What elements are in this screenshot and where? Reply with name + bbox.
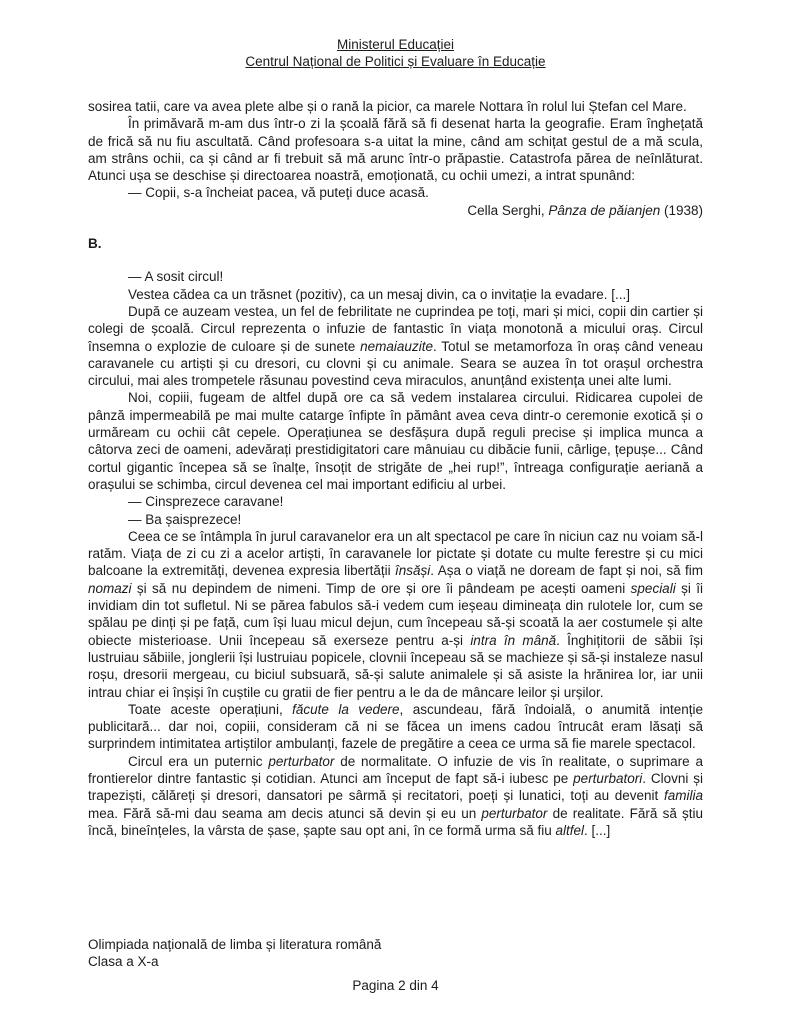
paragraph: În primăvară m-am dus într-o zi la școală fără să fi desenat harta la geografie. Eram înghețată de frică să nu fiu ascultată. Când profesoara s-a uitat la mine, când am schițat gestul de a mă scula, am strâns ochii, ca și când ar fi trebuit să mă arunc într-o prăpastie. Catastrofa părea de neînlăturat. Atunci ușa se deschise și directoarea noastră, emoționată, cu ochii umezi, a intrat spunând: [88,116,703,184]
footer-olympiad-title: Olimpiada națională de limba și literatura română [88,937,382,952]
paragraph: B. [88,236,102,252]
page-number: Pagina 2 din 4 [352,978,439,993]
paragraph: Ceea ce se întâmpla în jurul caravanelor era un alt spectacol pe care în niciun caz nu voiam să-l ratăm. Viața de zi cu zi a acelor artiști, în caravanele lor pictate și dotate cu multe ferestre și cu mici balcoane la extremități, devenea expresia libertății însăși. Așa o viață ne doream de fapt și noi, să fim nomazi și să nu depindem de nimeni. Timp de ore și ore îi pândeam pe acești oameni speciali și îi invidiam din tot sufletul. Ni se părea fabulos să-i vedem cum ieșeau dimineața din rulotele lor, cum se spălau pe dinți și pe față, cum își luau micul dejun, cum începeau să-și scoată la aer costumele și alte obiecte misterioase. Unii începeau să exerseze pentru a-și intra în mână. Înghițitorii de săbii își lustruiau săbiile, jonglerii își lustruiau popicele, clovnii începeau să se machieze și să-și instaleze nasul roșu, dresorii mergeau, cu biciul subsuară, să-și salute animalele și să asiste la hrănirea lor, iar unii intrau chiar ei înșiși în cuștile cu gratii de fier pentru a le da de mâncare leilor și urșilor. [88,528,704,700]
paragraph: Circul era un puternic perturbator de normalitate. O infuzie de vis în realitate, o suprimare a frontierelor dintre fantastic și cotidian. Atunci am început de fapt să-i iubesc pe perturbatori. Clovni și trapeziști, călăreți și dresori, dansatori pe sârmă și recitatori, poeți și lunatici, toți au devenit familia mea. Fără să-mi dau seama am decis atunci să devin și eu un perturbator de realitate. Fără să știu încă, bineînțeles, la vârsta de șase, șapte sau opt ani, în ce formă urma să fiu altfel. [...] [88,753,704,838]
paragraph: Toate aceste operațiuni, făcute la vedere, ascundeau, fără îndoială, o anumită intenție publicitară... dar noi, copiii, consideram că ni se făcea un imens cadou întrucât eram lăsați să surprindem intimitatea artiștilor ambulanți, fazele de pregătire a ceea ce urma să fie marele spectacol. [88,701,703,752]
paragraph: — A sosit circul! [128,269,224,285]
paragraph: Noi, copiii, fugeam de altfel după ore ca să vedem instalarea circului. Ridicarea cupolei de pânză impermeabilă pe mai multe catarge înfipte în pământ avea ceva dintr-o ceremonie exotică și o urmăream cu ochii cât cepele. Operațiunea se desfășura după reguli precise și implica munca a câtorva zeci de oameni, adevărați prestidigitatori care mânuiau cu dibăcie funii, cârlige, țepușe... Când cortul gigantic începea să se înalțe, însoțit de strigăte de „hei rup!”, întreaga configurație aeriană a orașului se schimba, circul devenea cel mai important edificiu al urbei. [88,390,703,492]
paragraph: — Cinsprezece caravane! [128,494,284,510]
paragraph: sosirea tatii, care va avea plete albe și o rană la picior, ca marele Nottara în rolul lui Ștefan cel Mare. [88,99,687,114]
paragraph: Cella Serghi, Pânza de păianjen (1938) [467,202,703,218]
document-footer [88,916,703,994]
paragraph: Vestea cădea ca un trăsnet (pozitiv), ca un mesaj divin, ca o invitație la evadare. [...] [128,286,631,302]
document-header [88,36,703,70]
paragraph: — Copii, s-a încheiat pacea, vă puteți duce acasă. [128,185,429,201]
paragraph: — Ba șaisprezece! [128,511,242,527]
footer-grade: Clasa a X-a [88,954,159,969]
header-institution-line2: Centrul Național de Politici și Evaluare în Educație [245,54,546,69]
paragraph: După ce auzeam vestea, un fel de febrilitate ne cuprindea pe toți, mari și mici, copii din cartier și colegi de școală. Circul reprezenta o infuzie de fantastic în viața monotonă a micului oraș. Circul însemna o explozie de culoare și de sunete nemaiauzite. Totul se metamorfoza în oraș când veneau caravanele cu artiști și cu dresori, cu clovni și cu animale. Seara se auzea în tot orașul orchestra circului, mai ales trompetele răsunau povestind ceva miraculos, anunțând existența unei alte lumi. [88,303,703,389]
header-institution-line1: Ministerul Educației [336,37,455,52]
document-body [88,98,703,839]
